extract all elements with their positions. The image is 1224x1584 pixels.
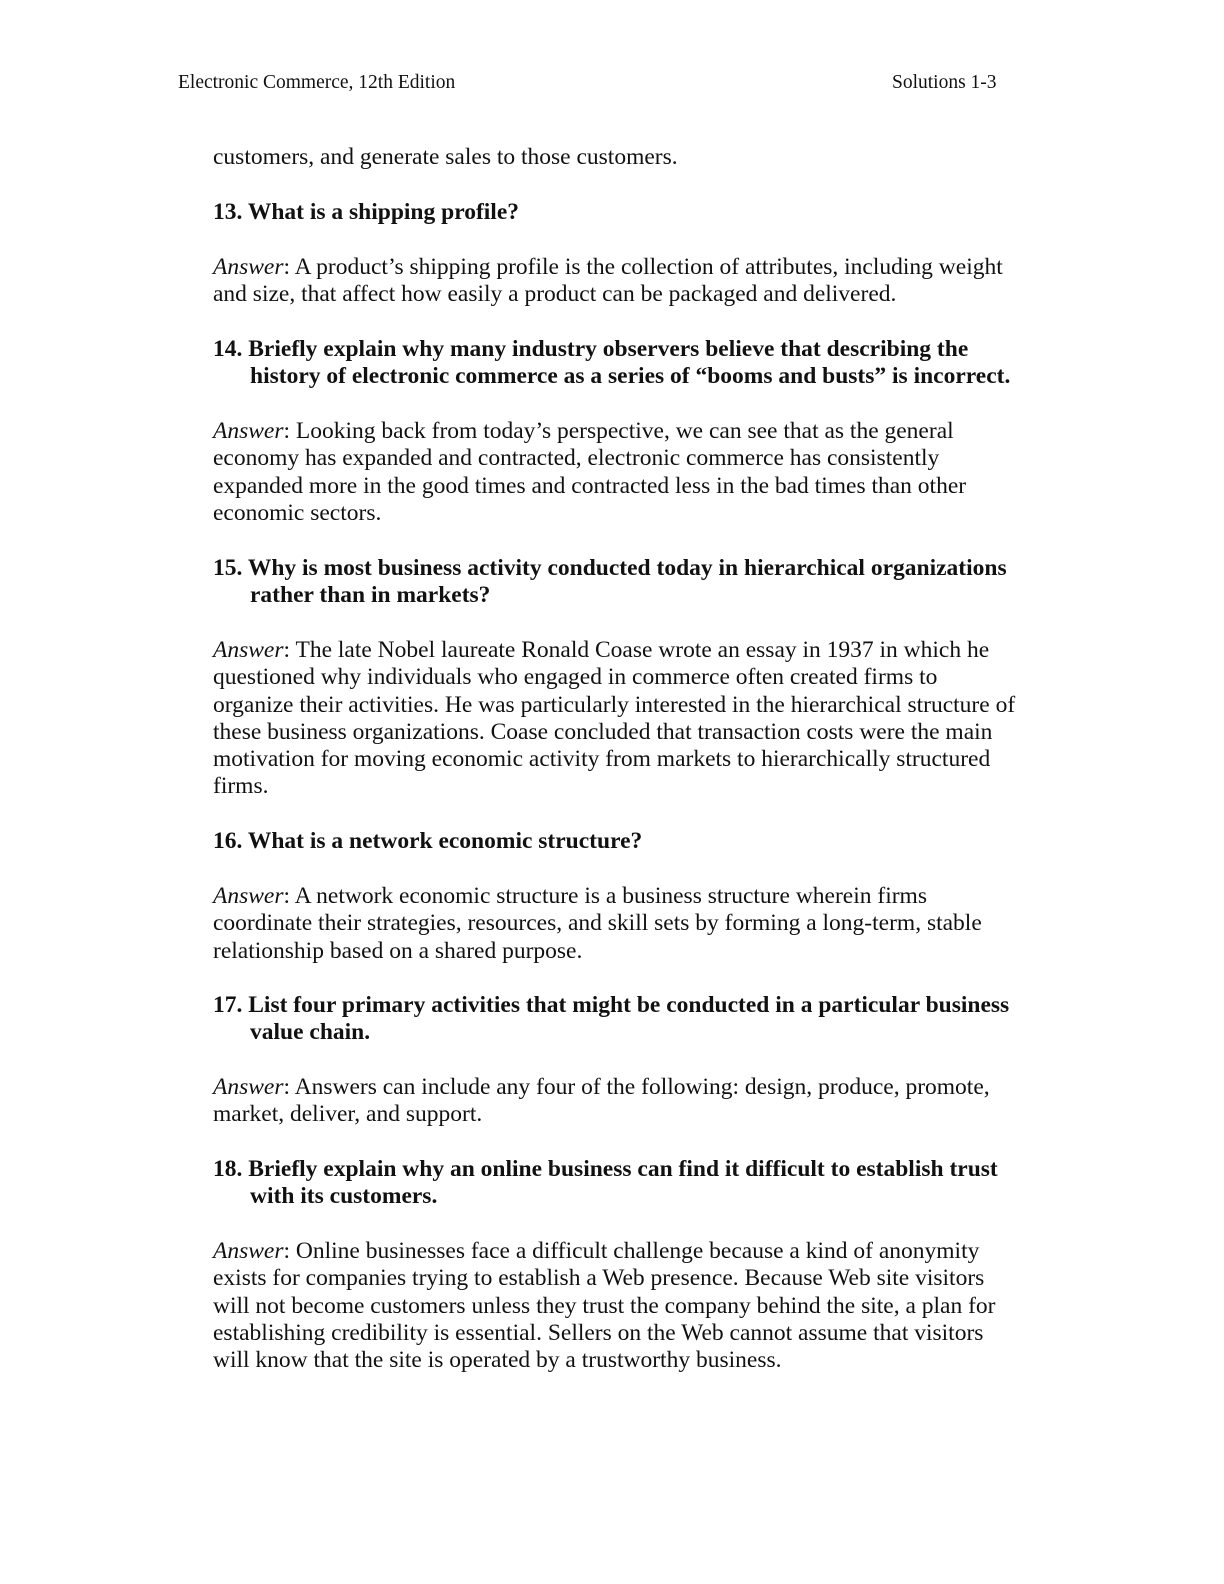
paragraph xyxy=(213,144,678,171)
text-line: establishing credibility is essential. Sellers on the Web cannot assume that visitors xyxy=(213,1319,984,1346)
text-line: 18. Briefly explain why an online business can find it difficult to establish trust xyxy=(213,1156,998,1182)
text-line: 17. List four primary activities that might be conducted in a particular business xyxy=(213,992,1010,1018)
text-line: firms. xyxy=(213,773,269,800)
text-line: relationship based on a shared purpose. xyxy=(213,937,583,964)
question-heading xyxy=(213,992,1009,1047)
text-line: Answer: A product’s shipping profile is the collection of attributes, including weight xyxy=(213,254,1003,280)
text-line: Answer: The late Nobel laureate Ronald Coase wrote an essay in 1937 in which he xyxy=(213,637,990,663)
text-line: coordinate their strategies, resources, and skill sets by forming a long-term, stable xyxy=(213,910,982,937)
text-line: economy has expanded and contracted, electronic commerce has consistently xyxy=(213,445,940,472)
answer-label: Answer xyxy=(213,883,284,909)
text-line: Answer: Answers can include any four of the following: design, produce, promote, xyxy=(213,1074,990,1100)
text-line: Answer: Online businesses face a difficult challenge because a kind of anonymity xyxy=(213,1238,980,1264)
answer-paragraph xyxy=(213,418,966,527)
question-heading xyxy=(213,1156,998,1211)
answer-paragraph xyxy=(213,637,1015,801)
text-line: customers, and generate sales to those customers. xyxy=(213,144,678,170)
answer-label: Answer xyxy=(213,1074,284,1100)
answer-paragraph xyxy=(213,254,1003,309)
text-line: 16. What is a network economic structure? xyxy=(213,828,643,854)
question-heading xyxy=(213,828,642,855)
text-line: 14. Briefly explain why many industry observers believe that describing the xyxy=(213,336,969,362)
text-line: market, deliver, and support. xyxy=(213,1101,483,1128)
question-heading xyxy=(213,336,1010,391)
text-line: will not become customers unless they trust the company behind the site, a plan for xyxy=(213,1292,996,1319)
header-title: Electronic Commerce, 12th Edition xyxy=(178,72,456,93)
answer-paragraph xyxy=(213,883,982,965)
text-line: and size, that affect how easily a product can be packaged and delivered. xyxy=(213,281,897,308)
text-line: exists for companies trying to establish a Web presence. Because Web site visitors xyxy=(213,1265,985,1292)
answer-label: Answer xyxy=(213,1238,284,1264)
question-heading xyxy=(213,199,519,226)
answer-paragraph xyxy=(213,1074,990,1129)
text-line: history of electronic commerce as a series of “booms and busts” is incorrect. xyxy=(250,363,1011,390)
text-line: expanded more in the good times and contracted less in the bad times than other xyxy=(213,472,967,499)
text-line: 15. Why is most business activity conducted today in hierarchical organizations xyxy=(213,555,1007,581)
text-line: rather than in markets? xyxy=(250,582,491,609)
answer-label: Answer xyxy=(213,254,284,280)
text-line: Answer: A network economic structure is a business structure wherein firms xyxy=(213,883,927,909)
answer-label: Answer xyxy=(213,637,284,663)
text-line: with its customers. xyxy=(250,1183,438,1210)
answer-label: Answer xyxy=(213,418,284,444)
question-heading xyxy=(213,555,1007,610)
text-line: motivation for moving economic activity from markets to hierarchically structured xyxy=(213,746,991,773)
text-line: Answer: Looking back from today’s perspective, we can see that as the general xyxy=(213,418,954,444)
text-line: value chain. xyxy=(250,1019,371,1046)
text-line: 13. What is a shipping profile? xyxy=(213,199,520,225)
text-line: organize their activities. He was particularly interested in the hierarchical structure of xyxy=(213,691,1016,718)
text-line: economic sectors. xyxy=(213,499,382,526)
text-line: these business organizations. Coase concluded that transaction costs were the main xyxy=(213,718,993,745)
header-page-number: Solutions 1-3 xyxy=(892,72,997,93)
text-line: will know that the site is operated by a trustworthy business. xyxy=(213,1347,782,1374)
text-line: questioned why individuals who engaged in commerce often created firms to xyxy=(213,664,938,691)
answer-paragraph xyxy=(213,1238,996,1374)
